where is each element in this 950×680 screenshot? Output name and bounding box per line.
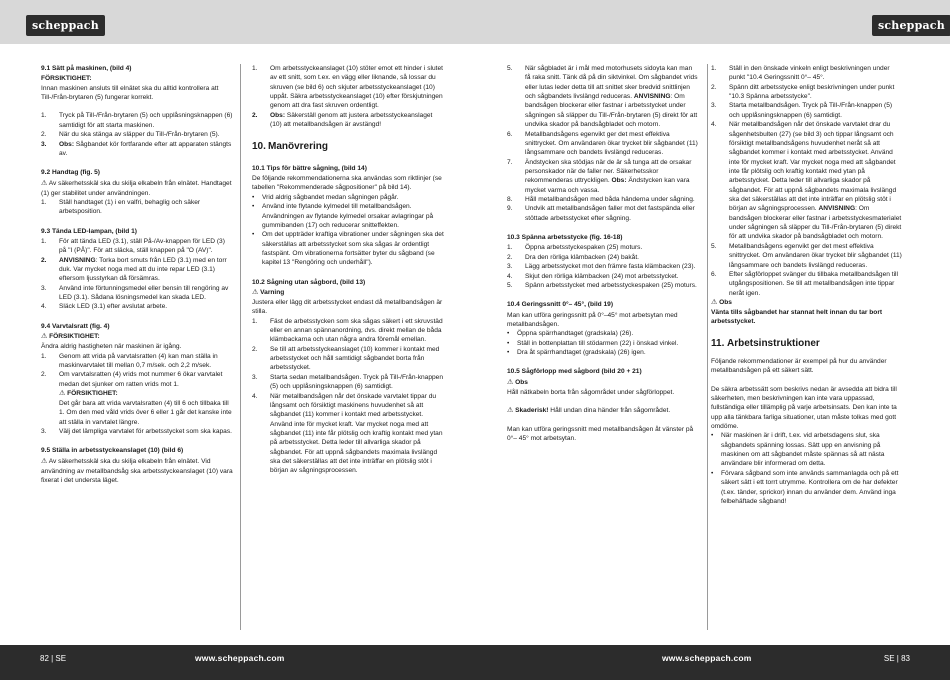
list-item: 1. För att tända LED (3.1), ställ På-/Av-knappen för LED (3) på "I (PÅ)". För att släcka, ställ knappen på "O (AV)".	[41, 237, 225, 255]
list-item: 5. När sågbladet är i mål med motorhusets sidoyta kan man få raka snitt. Tänk då på din siktvinkel. Om sågbandet vrids eller lutas leder detta till att snittet sker bredvid snittlinjen och sågbandets livslängd reduceras. ANVISNING: Om bandsågen blockerar eller fastnar i arbetsstycket under sågningen så släpper du Till-/Från-brytaren (5) direkt för att undvika skador på bandsågbladet och motorn.	[507, 65, 698, 129]
list-item: 1. Ställ in den önskade vinkeln enligt beskrivningen under punkt "10.4 Geringssnitt 0°– 45°.	[711, 65, 890, 82]
paragraph: De säkra arbetssätt som beskrivs nedan är avsedda att bidra till säkerheten, men beskrivningen kan inte vara uppassad, fullständiga eller tillämplig på varje arbetsinsats. Den kan inte ta upp alla tänkbara farliga situationer, utan måste tolkas med gott omdöme.	[711, 385, 897, 430]
section-heading-10-5: 10.5 Sågförlopp med sågbord (bild 20 + 21)	[507, 368, 642, 376]
bullet-item: • När maskinen är i drift, t.ex. vid arbetsdagens slut, ska sågbandets spänning lossas. Sätt upp en anvisning på maskinen om att sågbandet måste spännas så att nästa användare blir informerad om detta.	[711, 432, 885, 468]
note-text: Vänta tills sågbandet har stannat helt innan du tar bort arbetsstycket.	[711, 308, 883, 326]
section-heading-10-3: 10.3 Spänna arbetsstycke (fig. 16-18)	[507, 234, 623, 242]
list-item: 3. Starta metallbandsågen. Tryck på Till-/Från-knappen (5) och upplåsningsknappen (6) samtidigt.	[711, 102, 893, 119]
page-number-left: 82 | SE	[40, 654, 67, 663]
paragraph: Man kan utföra geringssnitt på 0°–45° mot arbetsytan med metallbandsågen.	[507, 311, 678, 328]
paragraph: ⚠ Av säkerhetsskäl ska du skilja elkabeln från elnätet. Vid användning av metallbandsåg ska arbetsstyckeanslaget (10) vara fixerat i det understa läget.	[41, 457, 233, 484]
list-item: 4. När metallbandsågen når det önskade varvtalet drar du sågenhetsbulten (27) (se bild 3) och tippar långsamt och försiktigt metallbandsågens huvudenhet neråt så att sågbandet kommer i kontakt med arbetsstycket. Använd inte för mycket kraft. Var mycket noga med att sågbandet inte får plötslig och kraftig kontakt med ytan på arbetsstycket. Detta leder till allvarliga skador på sågbandet. För att uppnå sågbandets maximala livslängd ska det säkerställas att det inte inträffar en plötslig stöt i början av sågningsprocessen. ANVISNING: Om bandsågen blockerar eller fastnar i arbetsstyckesmaterialet under sågningen så släpper du Till-/Från-brytaren (5) direkt för att undvika skador på bandsågbladet och motorn.	[711, 121, 902, 241]
warning-icon: ⚠	[59, 389, 66, 397]
list-item: 4. Släck LED (3.1) efter avslutat arbete.	[41, 303, 168, 311]
section-heading-9-4: 9.4 Varvtalsratt (fig. 4)	[41, 322, 110, 330]
list-item: 9. Undvik att metallbandsågen faller mot det fastspända eller stöttade arbetsstycket efter sågning.	[507, 205, 695, 222]
column-divider-left	[240, 64, 241, 630]
list-item: 3. Använd inte förtunningsmedel eller bensin till rengöring av LED (3.1). Sådana lösningsmedel kan skada LED.	[41, 284, 229, 302]
list-item: 1. Tryck på Till-/Från-brytaren (5) och upplåsningsknappen (6) samtidigt för att starta maskinen.	[41, 112, 233, 129]
paragraph: Ändra aldrig hastigheten när maskinen är igång.	[41, 343, 182, 351]
list-item: 1. Om arbetsstyckeanslaget (10) stöter emot ett hinder i slutet av ett snitt, som t.ex. en vägg eller liknande, så lossar du skruven (se bild 6) och skjuter arbetsstyckeanslaget (10) uppåt. Säkra arbetsstyckeanslaget (10) efter förskjutningen genom att dra fast skruven ordentligt.	[252, 65, 443, 110]
list-item: 1. Ställ handtaget (1) i en valfri, behaglig och säker arbetsposition.	[41, 198, 201, 216]
paragraph: ⚠ Skaderisk! Håll undan dina händer från sågområdet.	[507, 407, 671, 415]
warning-icon: ⚠	[507, 407, 514, 415]
list-item: 3. Välj det lämpliga varvtalet för arbetsstycket som ska kapas.	[41, 427, 232, 435]
list-item: 1. Öppna arbetsstyckespaken (25) moturs.	[507, 244, 643, 252]
bullet-item: • Förvara sågband som inte används sammanlagda och på ett säkert sätt i ett torrt utrymme. Kontrollera om de har defekter (t.ex. tänder, sprickor) innan du använder dem. Använd inga felbehäftade sågband!	[711, 469, 899, 505]
list-item: 4. När metallbandsågen når det önskade varvtalet tippar du långsamt och försiktigt maskinens huvudenhet så att sågbandet (11) kommer i kontakt med arbetsstycket. Använd inte för mycket kraft. Var mycket noga med att sågbandet (11) inte får plötslig och kraftig kontakt med ytan på arbetsstycket. Detta leder till allvarliga skador på sågbandet. För att uppnå sågbandets maximala livslängd ska det säkerställas att det inte inträffar en plötslig stöt i början av sågningsprocessen.	[252, 392, 443, 475]
warning-label: ⚠ Varning	[252, 289, 285, 297]
page-number-right: SE | 83	[883, 654, 910, 663]
section-heading-9-2: 9.2 Handtag (fig. 5)	[41, 169, 100, 177]
list-item: 6. Metallbandsågens egenvikt ger det mest effektiva snittrycket. Om användaren ökar trycket blir sågbandet (11) långsammare och bandets livslängd reduceras.	[507, 130, 698, 157]
list-item: 7. Ändstycken ska stödjas när de är så tunga att de orsakar personskador när de faller ner. Säkerhetsskor rekommenderas uttryckligen. Obs: Ändstycken kan vara mycket varma och vassa.	[507, 158, 692, 194]
paragraph: Håll nätkabeln borta från sågområdet under sågförloppet.	[507, 388, 675, 396]
column-4	[711, 64, 903, 506]
section-heading-10-1: 10.1 Tips för bättre sågning, (bild 14)	[252, 164, 367, 172]
warning-icon: ⚠	[252, 289, 259, 297]
list-item: 4. Skjut den rörliga klämbacken (24) mot arbetsstycket.	[507, 272, 679, 280]
column-3	[507, 64, 699, 444]
header-band	[0, 0, 950, 44]
column-divider-right	[707, 64, 708, 630]
website-url-left: www.scheppach.com	[195, 653, 285, 663]
bullet-item: • Vrid aldrig sågbandet medan sågningen pågår.	[252, 193, 399, 201]
column-2	[252, 64, 444, 476]
paragraph: Följande rekommendationer är exempel på hur du använder metallbandsågen på ett säkert sätt.	[711, 357, 887, 375]
warning-icon: ⚠	[41, 457, 48, 465]
bullet-item: • Ställ in bottenplattan till stödarmen (22) i önskad vinkel.	[507, 339, 679, 347]
bullet-item: • Dra åt spärrhandtaget (gradskala) (26) igen.	[507, 349, 646, 357]
chapter-heading-10: 10. Manövrering	[252, 140, 329, 152]
website-url-right: www.scheppach.com	[662, 653, 752, 663]
paragraph: Justera eller lägg dit arbetsstycket endast då metallbandsågen är stilla.	[252, 298, 443, 316]
note-label: ⚠ Obs	[507, 378, 528, 386]
list-item: 8. Håll metallbandsågen med båda händerna under sågning.	[507, 196, 695, 204]
list-item: 3. Starta sedan metallbandsågen. Tryck på Till-/Från-knappen (5) och upplåsningsknappen (6) samtidigt.	[252, 373, 443, 391]
brand-logo-right: scheppach	[872, 15, 950, 36]
brand-logo-left: scheppach	[26, 15, 105, 36]
paragraph: ⚠ Av säkerhetsskäl ska du skilja elkabeln från elnätet. Handtaget (1) ger stabilitet under användningen.	[41, 179, 232, 197]
column-1	[41, 64, 233, 485]
paragraph: De följande rekommendationerna ska användas som riktlinjer (se tabellen "Rekommenderade sågpositioner" på bild 14).	[252, 175, 442, 192]
caution-label: ⚠ FÖRSIKTIGHET:	[41, 333, 100, 341]
caution-label: ⚠ FÖRSIKTIGHET:	[59, 389, 118, 397]
list-item: 5. Metallbandsågens egenvikt ger det mest effektiva snittrycket. Om användaren ökar trycket blir sågbandet (11) långsammare och bandets livslängd reduceras.	[711, 242, 902, 269]
list-item: 2. Spänn ditt arbetsstycke enligt beskrivningen under punkt "10.3 Spänna arbetsstycke".	[711, 83, 895, 101]
paragraph: Man kan utföra geringssnitt med metallbandsågen åt vänster på 0°– 45° mot arbetsytan.	[507, 426, 694, 443]
paragraph: Innan maskinen ansluts till elnätet ska du alltid kontrollera att Till-/Från-brytaren (5) fungerar korrekt.	[41, 84, 219, 102]
section-heading-10-2: 10.2 Sågning utan sågbord, (bild 13)	[252, 278, 366, 286]
warning-icon: ⚠	[507, 378, 514, 386]
paragraph: Det går bara att vrida varvtalsratten (4) till 6 och tillbaka till 1. Om den med våld vrids över 6 eller 1 går det kanske inte att ställa in varvtalet längre.	[59, 399, 232, 426]
warning-icon: ⚠	[711, 298, 718, 306]
list-item: 6. Efter sågförloppet svänger du tillbaka metallbandsågen till utgångspositionen. Se till att metallbandsågen inte tippar neråt igen.	[711, 270, 898, 297]
section-heading-10-4: 10.4 Geringssnitt 0°– 45°, (bild 19)	[507, 301, 614, 309]
list-item: 2. Se till att arbetsstyckeanslaget (10) kommer i kontakt med arbetsstycket och håll samtidigt sågbandet borta från arbetsstycket.	[252, 345, 440, 372]
list-item: 5. Spänn arbetsstycket med arbetsstyckespaken (25) moturs.	[507, 281, 697, 289]
list-item: 2. Om varvtalsratten (4) vrids mot nummer 6 ökar varvtalet medan det sjunker om ratten vrids mot 1.	[41, 371, 223, 388]
bullet-item: • Öppna spärrhandtaget (gradskala) (26).	[507, 330, 634, 338]
bullet-item: • Om det uppträder kraftiga vibrationer under sågningen ska det säkerställas att arbetsstycket som ska sågas är ordentligt fastspänt. Om vibrationerna fortsätter byter du sågband (se kapitel 13 "Rengöring och underhåll").	[252, 231, 444, 267]
section-heading-9-1: 9.1 Sätt på maskinen, (bild 4)	[41, 65, 132, 72]
section-heading-9-5: 9.5 Ställa in arbetsstyckeanslaget (10) (bild 6)	[41, 447, 184, 455]
warning-icon: ⚠	[41, 333, 48, 341]
list-item: 2. Obs: Säkerställ genom att justera arbetsstyckeanslaget (10) att metallbandsågen är avstängd!	[252, 111, 433, 129]
caution-label: FÖRSIKTIGHET:	[41, 75, 92, 83]
list-item: 3. Lägg arbetsstycket mot den främre fasta klämbacken (23).	[507, 263, 696, 271]
section-heading-9-3: 9.3 Tända LED-lampan, (bild 1)	[41, 227, 137, 235]
list-item: 1. Genom att vrida på varvtalsratten (4) kan man ställa in maskinvarvtalet till mellan 0,7 m/sek. och 2,2 m/sek.	[41, 352, 218, 369]
bullet-item: • Använd inte flytande kylmedel till metallbandsågen. Användningen av flytande kylmedel orsakar avlagringar på gummibanden (17) och reducerar snitteffekten.	[252, 203, 434, 229]
warning-icon: ⚠	[41, 179, 48, 187]
footer-band	[0, 645, 950, 680]
list-item: 2. När du ska stänga av släpper du Till-/Från-brytaren (5).	[41, 131, 220, 139]
list-item: 1. Fäst de arbetsstycken som ska sågas säkert i ett skruvstäd eller en annan spännanordning, dvs. direkt mellan de båda klämbackarna och utan några andra föremål emellan.	[252, 317, 443, 344]
list-item: 2. Dra den rörliga klämbacken (24) bakåt.	[507, 253, 639, 261]
note-label: ⚠ Obs	[711, 298, 732, 306]
list-item: 3. Obs: Sågbandet kör fortfarande efter att apparaten stängts av.	[41, 140, 232, 157]
list-item: 2. ANVISNING: Torka bort smuts från LED (3.1) med en torr duk. Var mycket noga med att du inte repar LED (3.1) eftersom ljusstyrkan då försämras.	[41, 256, 227, 283]
chapter-heading-11: 11. Arbetsinstruktioner	[711, 337, 820, 349]
